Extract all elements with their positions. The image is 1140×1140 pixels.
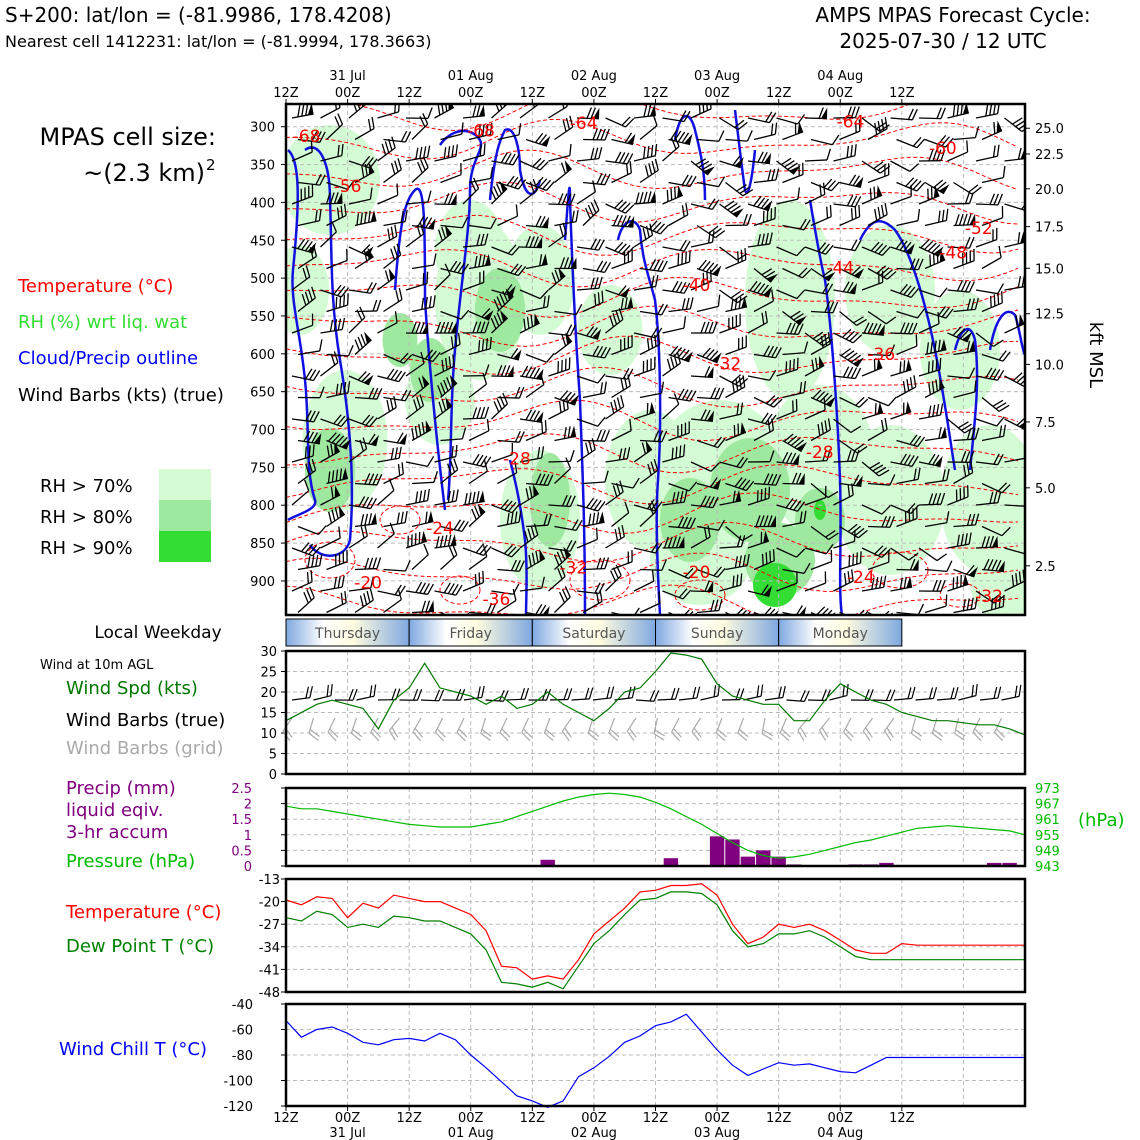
wind-panel xyxy=(260,645,1025,783)
wind-tick-label: 0 xyxy=(268,768,277,783)
pressure-tick-label: 400 xyxy=(250,196,275,212)
kft-tick-label: 7.5 xyxy=(1035,415,1056,431)
precip-tick-label: 0 xyxy=(243,860,252,875)
bottom-time-tick: 12Z xyxy=(519,1111,546,1126)
weekday-name: Thursday xyxy=(315,626,381,642)
top-time-tick: 12Z xyxy=(642,86,669,101)
top-time-tick: 00Z xyxy=(458,86,484,101)
pressure-tick-label: 850 xyxy=(250,537,275,553)
pressure-tick-label: 949 xyxy=(1035,844,1060,860)
temp-contour-label: -28 xyxy=(805,443,834,464)
windchill-tick-label: -120 xyxy=(223,1100,253,1115)
kft-tick-label: 5.0 xyxy=(1035,481,1056,497)
precip-bar xyxy=(741,857,755,866)
temp-contour-label: -52 xyxy=(964,219,993,240)
temp-contour-label: -60 xyxy=(928,138,957,159)
station-title: S+200: lat/lon = (-81.9986, 178.4208) xyxy=(5,3,392,27)
precip-tick-label: 1 xyxy=(243,828,252,844)
weekday-name: Saturday xyxy=(562,626,626,642)
precip-label-2: liquid eqiv. xyxy=(66,800,164,821)
wind-tick-label: 30 xyxy=(260,645,277,660)
temp-contour-label: -44 xyxy=(826,258,855,279)
wind-tick-label: 20 xyxy=(260,686,277,701)
top-date-label: 02 Aug xyxy=(570,69,617,84)
temp-contour-label: -20 xyxy=(354,573,383,594)
top-time-tick: 12Z xyxy=(273,86,299,101)
precip-tick-label: 2.5 xyxy=(231,782,252,797)
wind-tick-label: 5 xyxy=(268,747,277,763)
kft-axis xyxy=(1025,122,1064,575)
windchill-label: Wind Chill T (°C) xyxy=(59,1039,207,1060)
dew-label: Dew Point T (°C) xyxy=(66,936,215,957)
pressure-label: Pressure (hPa) xyxy=(66,851,196,872)
temp-contour-label: -32 xyxy=(713,354,742,375)
pressure-tick-label: 943 xyxy=(1035,860,1060,875)
temp-contour-label: -36 xyxy=(867,344,896,365)
pressure-tick-label: 500 xyxy=(250,272,275,288)
temp-contour-label: -20 xyxy=(682,562,711,583)
pressure-tick-label: 600 xyxy=(250,347,275,363)
temp-contour-label: -64 xyxy=(569,113,598,134)
bottom-time-tick: 00Z xyxy=(827,1111,853,1126)
pressure-tick-label: 750 xyxy=(250,461,275,477)
pressure-tick-label: 700 xyxy=(250,423,275,439)
kft-tick-label: 15.0 xyxy=(1035,262,1064,278)
temp-contour-label: -48 xyxy=(939,243,968,264)
bottom-time-tick: 12Z xyxy=(765,1111,792,1126)
wind-tick-label: 15 xyxy=(260,706,277,722)
kft-tick-label: 2.5 xyxy=(1035,559,1056,575)
temp-tick-label: -13 xyxy=(258,873,280,888)
temp-contour-label: -68 xyxy=(292,126,321,147)
legend-rh90-swatch xyxy=(159,531,211,562)
top-date-label: 03 Aug xyxy=(694,69,741,84)
bottom-time-tick: 12Z xyxy=(642,1111,669,1126)
temp-tick-label: -34 xyxy=(258,940,280,956)
precip-bar xyxy=(725,839,739,866)
bottom-date-label: 04 Aug xyxy=(817,1126,864,1140)
bottom-time-tick: 00Z xyxy=(458,1111,484,1126)
pressure-tick-label: 350 xyxy=(250,158,275,174)
pressure-tick-label: 973 xyxy=(1035,782,1060,797)
kft-tick-label: 10.0 xyxy=(1035,358,1064,374)
pressure-axis xyxy=(250,121,286,590)
weekday-name: Friday xyxy=(449,626,492,642)
pressure-tick-label: 955 xyxy=(1035,828,1060,844)
bottom-date-label: 03 Aug xyxy=(694,1126,741,1140)
precip-tick-label: 0.5 xyxy=(231,844,252,860)
legend-barbs: Wind Barbs (kts) (true) xyxy=(18,385,224,406)
precip-label-1: Precip (mm) xyxy=(66,778,176,799)
wind-true-label: Wind Barbs (true) xyxy=(66,710,226,731)
legend-rh90: RH > 90% xyxy=(40,538,133,559)
top-time-tick: 12Z xyxy=(519,86,546,101)
temp-contour-label: -56 xyxy=(333,176,362,197)
precip-tick-label: 1.5 xyxy=(231,813,252,829)
temp-contour-label: -32 xyxy=(975,587,1003,608)
bottom-date-label: 02 Aug xyxy=(570,1126,617,1140)
cell-size-sup: 2 xyxy=(206,156,216,174)
pressure-tick-label: 300 xyxy=(250,120,275,136)
cross-section-panel xyxy=(271,89,1050,625)
top-date-label: 04 Aug xyxy=(817,69,864,84)
bottom-time-tick: 12Z xyxy=(396,1111,422,1126)
weekday-name: Sunday xyxy=(690,626,744,642)
wind-tick-label: 25 xyxy=(260,665,277,681)
legend-rh80-swatch xyxy=(159,500,211,531)
kft-axis-label: kft MSL xyxy=(1085,321,1106,389)
bottom-time-axis xyxy=(273,1106,914,1140)
pressure-tick-label: 967 xyxy=(1035,797,1060,813)
top-date-label: 01 Aug xyxy=(447,69,494,84)
bottom-time-tick: 12Z xyxy=(889,1111,915,1126)
kft-tick-label: 22.5 xyxy=(1035,147,1064,163)
nearest-cell: Nearest cell 1412231: lat/lon = (-81.9994, 178.3663) xyxy=(5,32,432,51)
windchill-tick-label: -80 xyxy=(231,1049,253,1064)
top-time-tick: 12Z xyxy=(396,86,422,101)
windchill-tick-label: -60 xyxy=(231,1023,253,1039)
pressure-tick-label: 550 xyxy=(250,309,275,325)
precip-bar xyxy=(710,836,724,866)
wind-spd-label: Wind Spd (kts) xyxy=(66,678,198,699)
legend-rh80: RH > 80% xyxy=(40,507,133,528)
temp-contour-label: -32 xyxy=(559,558,588,579)
legend-rh: RH (%) wrt liq. wat xyxy=(18,312,188,333)
kft-tick-label: 25.0 xyxy=(1035,122,1064,138)
precip-panel xyxy=(231,782,1060,875)
top-time-tick: 00Z xyxy=(827,86,853,101)
windchill-tick-label: -100 xyxy=(223,1074,253,1090)
pressure-tick-label: 450 xyxy=(250,234,275,250)
temp-contour-label: -24 xyxy=(846,568,875,589)
kft-tick-label: 17.5 xyxy=(1035,220,1064,236)
bottom-time-tick: 00Z xyxy=(334,1111,361,1126)
top-time-tick: 00Z xyxy=(334,86,361,101)
pressure-unit: (hPa) xyxy=(1078,810,1125,831)
bottom-date-label: 31 Jul xyxy=(329,1126,366,1140)
bottom-time-tick: 00Z xyxy=(704,1111,730,1126)
legend-rh70: RH > 70% xyxy=(40,476,133,497)
precip-bar xyxy=(756,850,770,866)
temp-tick-label: -41 xyxy=(258,963,280,979)
temp-contour-label: -40 xyxy=(682,275,711,296)
weekday-name: Monday xyxy=(812,626,868,642)
temp-contour-label: -28 xyxy=(503,449,531,470)
cell-size-line2: ~(2.3 km) xyxy=(83,159,205,187)
windchill-tick-label: -40 xyxy=(231,998,253,1013)
temp-tick-label: -20 xyxy=(258,895,280,911)
wind-tick-label: 10 xyxy=(260,727,277,742)
legend-rh70-swatch xyxy=(159,469,211,500)
temp-contour-label: -24 xyxy=(426,518,454,539)
top-time-tick: 12Z xyxy=(889,86,915,101)
legend-cloud: Cloud/Precip outline xyxy=(18,348,199,369)
top-time-tick: 12Z xyxy=(765,86,792,101)
dewpoint-line xyxy=(286,892,1025,989)
pressure-tick-label: 800 xyxy=(250,499,275,515)
kft-tick-label: 12.5 xyxy=(1035,307,1064,323)
temp-contour-label: -68 xyxy=(467,121,495,142)
pressure-tick-label: 650 xyxy=(250,385,275,401)
temp-tick-label: -27 xyxy=(258,918,280,934)
temp-contour-label: -64 xyxy=(836,112,865,133)
cycle-time: 2025-07-30 / 12 UTC xyxy=(839,29,1047,53)
temp-tick-label: -48 xyxy=(258,986,280,1001)
temp-contour-label: -36 xyxy=(482,590,511,611)
legend-temperature: Temperature (°C) xyxy=(18,276,174,297)
pressure-tick-label: 961 xyxy=(1035,813,1060,829)
precip-tick-label: 2 xyxy=(243,797,252,813)
top-time-tick: 00Z xyxy=(581,86,607,101)
wind-note: Wind at 10m AGL xyxy=(40,658,154,673)
precip-label-3: 3-hr accum xyxy=(66,822,169,843)
top-time-tick: 00Z xyxy=(704,86,730,101)
windchill-panel xyxy=(223,998,1025,1115)
bottom-date-label: 01 Aug xyxy=(447,1126,494,1140)
top-time-axis xyxy=(273,69,914,104)
kft-tick-label: 20.0 xyxy=(1035,182,1064,198)
pressure-tick-label: 900 xyxy=(250,574,275,590)
temp-label: Temperature (°C) xyxy=(66,902,222,923)
weekday-label: Local Weekday xyxy=(94,623,222,643)
weekday-strip xyxy=(286,619,902,646)
bottom-time-tick: 00Z xyxy=(581,1111,607,1126)
cycle-title: AMPS MPAS Forecast Cycle: xyxy=(815,3,1091,27)
bottom-time-tick: 12Z xyxy=(273,1111,299,1126)
wind-grid-label: Wind Barbs (grid) xyxy=(66,738,224,759)
temperature-panel xyxy=(259,873,1025,1001)
cell-size-line1: MPAS cell size: xyxy=(39,123,216,151)
top-date-label: 31 Jul xyxy=(329,69,366,84)
